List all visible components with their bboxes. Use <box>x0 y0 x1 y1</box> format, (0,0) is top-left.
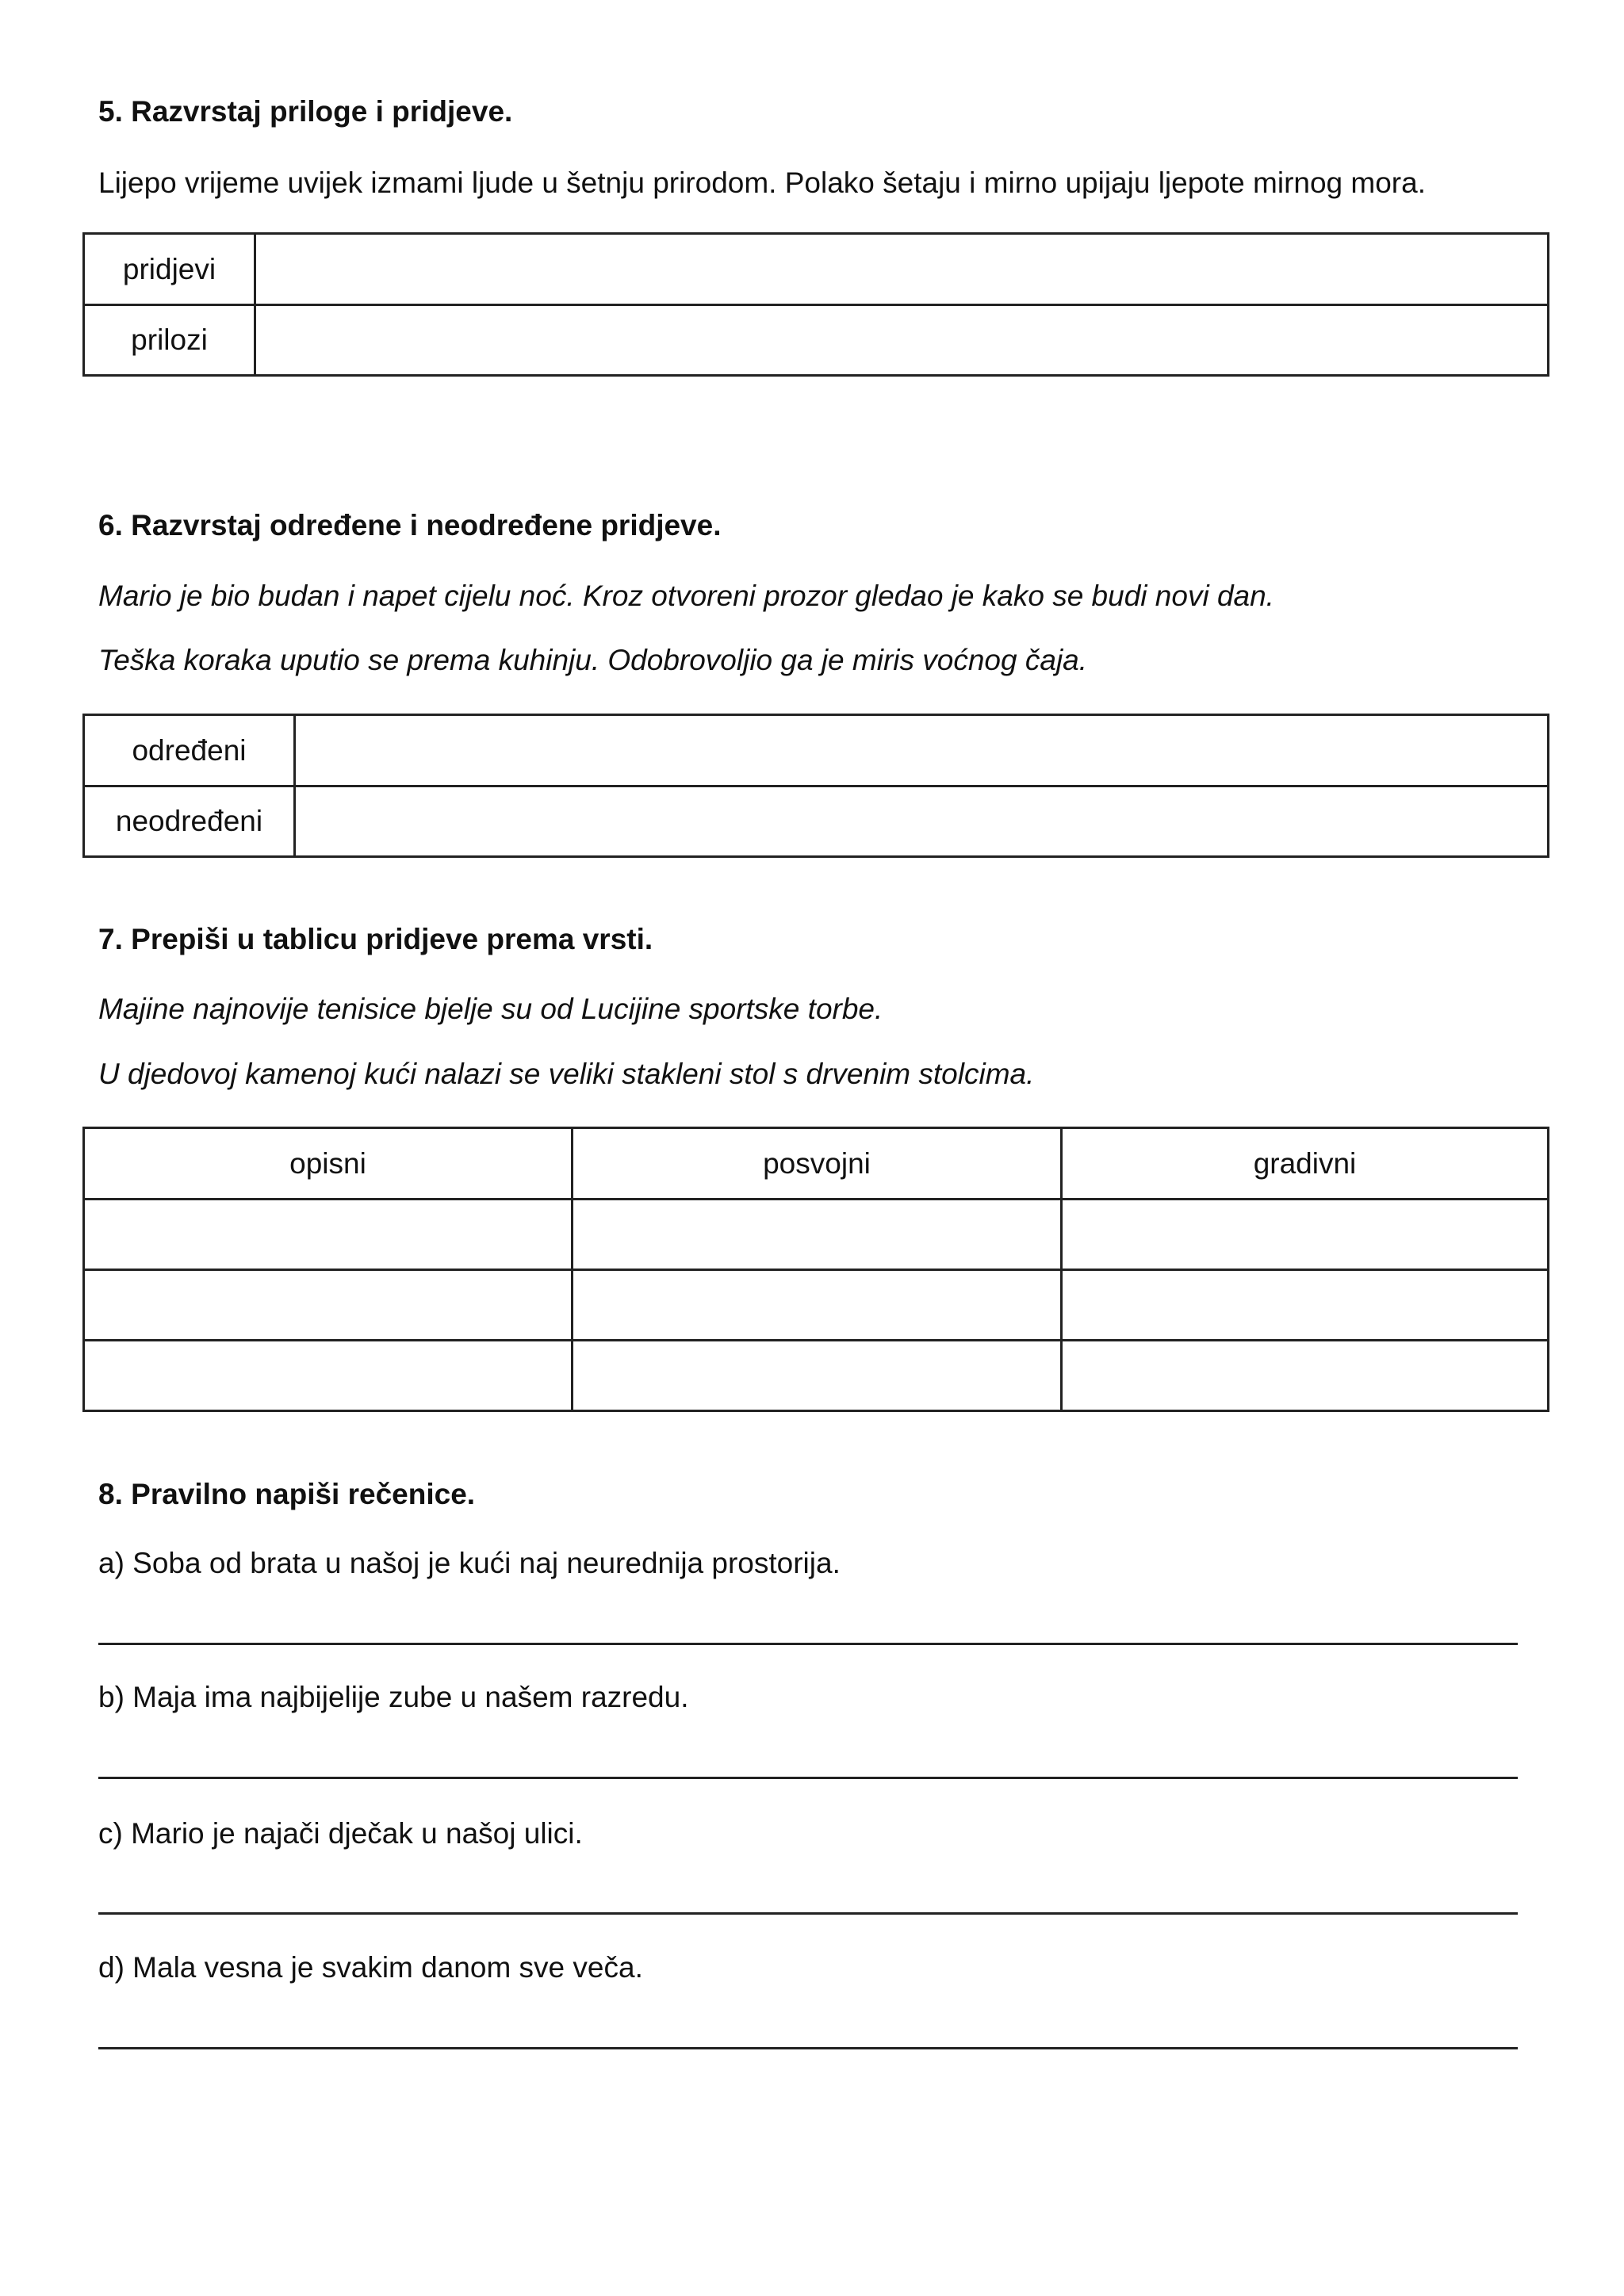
answer-line-c[interactable] <box>98 1912 1518 1915</box>
table-row <box>84 715 1549 786</box>
table-row <box>84 1270 1549 1341</box>
table-row <box>84 786 1549 857</box>
task6-sentence-1: Mario je bio budan i napet cijelu noć. Kroz otvoreni prozor gledao je kako se budi novi dan. <box>98 580 1274 612</box>
task8-title: 8. Pravilno napiši rečenice. <box>98 1478 476 1510</box>
column-header-opisni: opisni <box>84 1128 573 1200</box>
task7-sentence-2: U djedovoj kamenoj kući nalazi se veliki stakleni stol s drvenim stolcima. <box>98 1058 1035 1090</box>
task8-item-b: b) Maja ima najbijelije zube u našem razredu. <box>98 1681 689 1713</box>
answer-line-b[interactable] <box>98 1777 1518 1779</box>
answer-line-d[interactable] <box>98 2047 1518 2049</box>
column-header-gradivni: gradivni <box>1062 1128 1549 1200</box>
task6-sentence-2: Teška koraka uputio se prema kuhinju. Odobrovoljio ga je miris voćnog čaja. <box>98 644 1088 676</box>
answer-cell[interactable] <box>84 1270 573 1341</box>
task6-title: 6. Razvrstaj određene i neodređene pridjeve. <box>98 509 722 541</box>
column-header-posvojni: posvojni <box>573 1128 1062 1200</box>
task7-title: 7. Prepiši u tablicu pridjeve prema vrsti. <box>98 923 653 955</box>
task6-table <box>82 714 1549 858</box>
row-label-pridjevi: pridjevi <box>84 234 255 305</box>
answer-cell[interactable] <box>1062 1200 1549 1270</box>
task8-item-d: d) Mala vesna je svakim danom sve veča. <box>98 1951 643 1984</box>
answer-cell[interactable] <box>573 1270 1062 1341</box>
task5-table <box>82 232 1549 377</box>
table-row <box>84 305 1549 376</box>
answer-line-a[interactable] <box>98 1643 1518 1645</box>
answer-cell[interactable] <box>295 786 1549 857</box>
task5-title: 5. Razvrstaj priloge i pridjeve. <box>98 95 513 128</box>
table-row <box>84 234 1549 305</box>
answer-cell[interactable] <box>573 1341 1062 1411</box>
answer-cell[interactable] <box>573 1200 1062 1270</box>
task7-table <box>82 1127 1549 1412</box>
answer-cell[interactable] <box>1062 1270 1549 1341</box>
task7-sentence-1: Majine najnovije tenisice bjelje su od Lucijine sportske torbe. <box>98 993 883 1025</box>
row-label-neodredjeni: neodređeni <box>84 786 295 857</box>
row-label-odredjeni: određeni <box>84 715 295 786</box>
answer-cell[interactable] <box>295 715 1549 786</box>
answer-cell[interactable] <box>255 305 1549 376</box>
answer-cell[interactable] <box>84 1341 573 1411</box>
task8-item-c: c) Mario je najači dječak u našoj ulici. <box>98 1817 583 1850</box>
table-row <box>84 1341 1549 1411</box>
answer-cell[interactable] <box>255 234 1549 305</box>
answer-cell[interactable] <box>84 1200 573 1270</box>
table-row <box>84 1200 1549 1270</box>
table-header-row <box>84 1128 1549 1200</box>
row-label-prilozi: prilozi <box>84 305 255 376</box>
task8-item-a: a) Soba od brata u našoj je kući naj neurednija prostorija. <box>98 1547 841 1579</box>
answer-cell[interactable] <box>1062 1341 1549 1411</box>
task5-sentence: Lijepo vrijeme uvijek izmami ljude u šetnju prirodom. Polako šetaju i mirno upijaju ljepote mirnog mora. <box>98 166 1426 199</box>
